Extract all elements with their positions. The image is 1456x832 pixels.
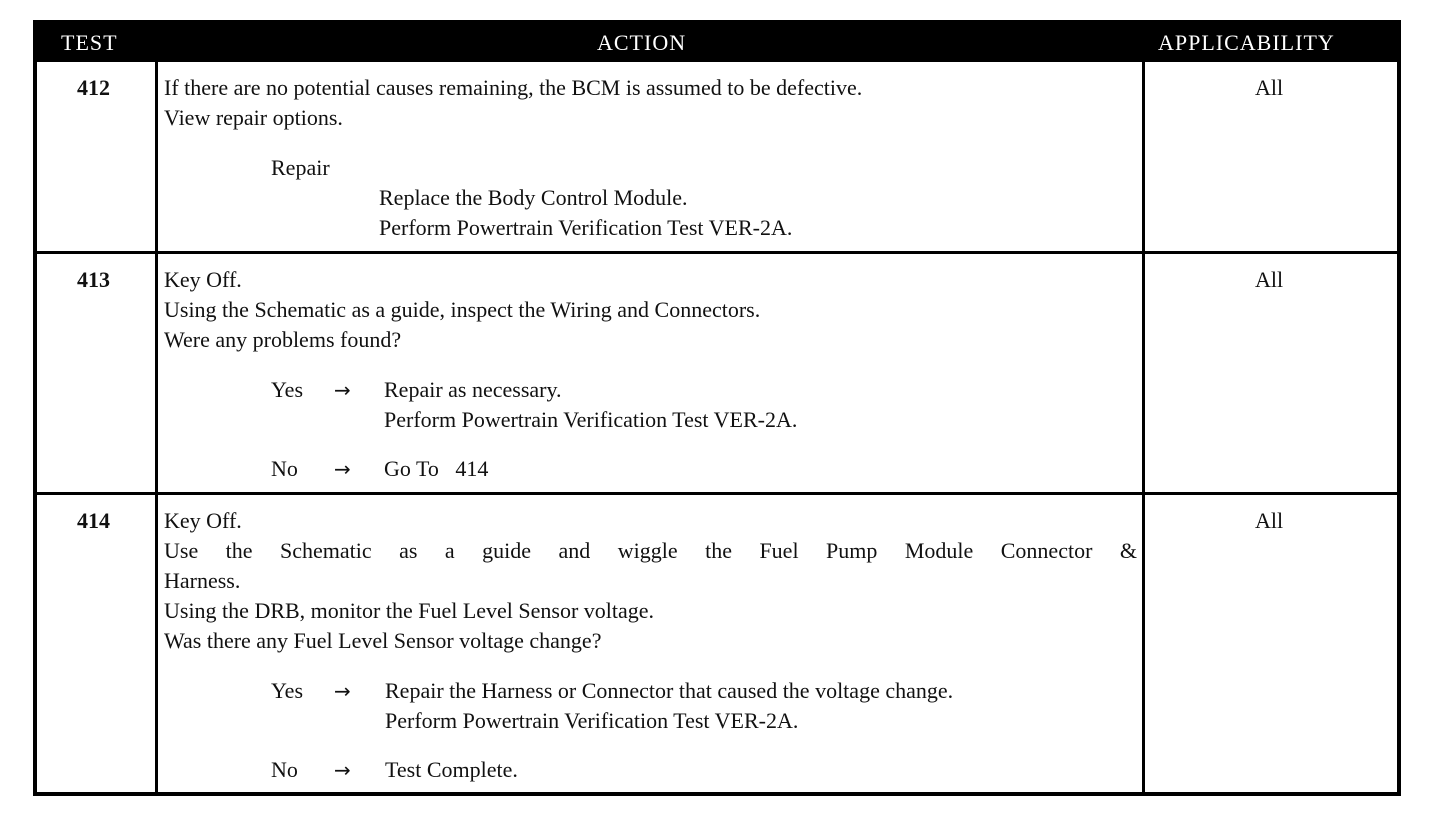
action-line: Use the Schematic as a guide and wiggle the Fuel Pump Module Connector & xyxy=(164,538,1137,563)
row-divider xyxy=(37,251,1397,254)
test-number: 412 xyxy=(77,75,110,100)
action-line: Key Off. xyxy=(164,267,242,292)
arrow-right-icon: → xyxy=(334,758,351,782)
header-test: TEST xyxy=(61,30,118,55)
action-line: Using the Schematic as a guide, inspect the Wiring and Connectors. xyxy=(164,297,761,322)
no-label: No xyxy=(271,757,298,782)
applicability-value: All xyxy=(1254,75,1284,100)
yes-label: Yes xyxy=(271,678,304,703)
action-line: Using the DRB, monitor the Fuel Level Sensor voltage. xyxy=(164,598,655,623)
action-line: Key Off. xyxy=(164,508,242,533)
yes-line: Repair the Harness or Connector that caused the voltage change. xyxy=(385,678,954,703)
repair-label: Repair xyxy=(271,155,330,180)
no-action: Test Complete. xyxy=(385,757,518,782)
test-number: 414 xyxy=(77,508,110,533)
repair-line: Perform Powertrain Verification Test VER-2A. xyxy=(379,215,793,240)
header-applicability: APPLICABILITY xyxy=(1158,30,1335,55)
no-label: No xyxy=(271,456,298,481)
action-line: Were any problems found? xyxy=(164,327,402,352)
applicability-value: All xyxy=(1254,508,1284,533)
action-line: If there are no potential causes remaining, the BCM is assumed to be defective. xyxy=(164,75,863,100)
arrow-right-icon: → xyxy=(334,378,351,402)
yes-label: Yes xyxy=(271,377,304,402)
arrow-right-icon: → xyxy=(334,457,351,481)
table-header xyxy=(37,24,1397,62)
yes-line: Repair as necessary. xyxy=(384,377,562,402)
column-divider xyxy=(1142,62,1145,792)
test-number: 413 xyxy=(77,267,110,292)
repair-line: Replace the Body Control Module. xyxy=(379,185,688,210)
applicability-value: All xyxy=(1254,267,1284,292)
row-divider xyxy=(37,492,1397,495)
diagnostic-table xyxy=(33,20,1401,796)
arrow-right-icon: → xyxy=(334,679,351,703)
header-action: ACTION xyxy=(597,30,687,55)
action-line: Harness. xyxy=(164,568,241,593)
yes-line: Perform Powertrain Verification Test VER-2A. xyxy=(384,407,798,432)
column-divider xyxy=(155,62,158,792)
action-line: View repair options. xyxy=(164,105,343,130)
action-line: Was there any Fuel Level Sensor voltage change? xyxy=(164,628,602,653)
yes-line: Perform Powertrain Verification Test VER-2A. xyxy=(385,708,799,733)
no-action: Go To 414 xyxy=(384,456,489,481)
